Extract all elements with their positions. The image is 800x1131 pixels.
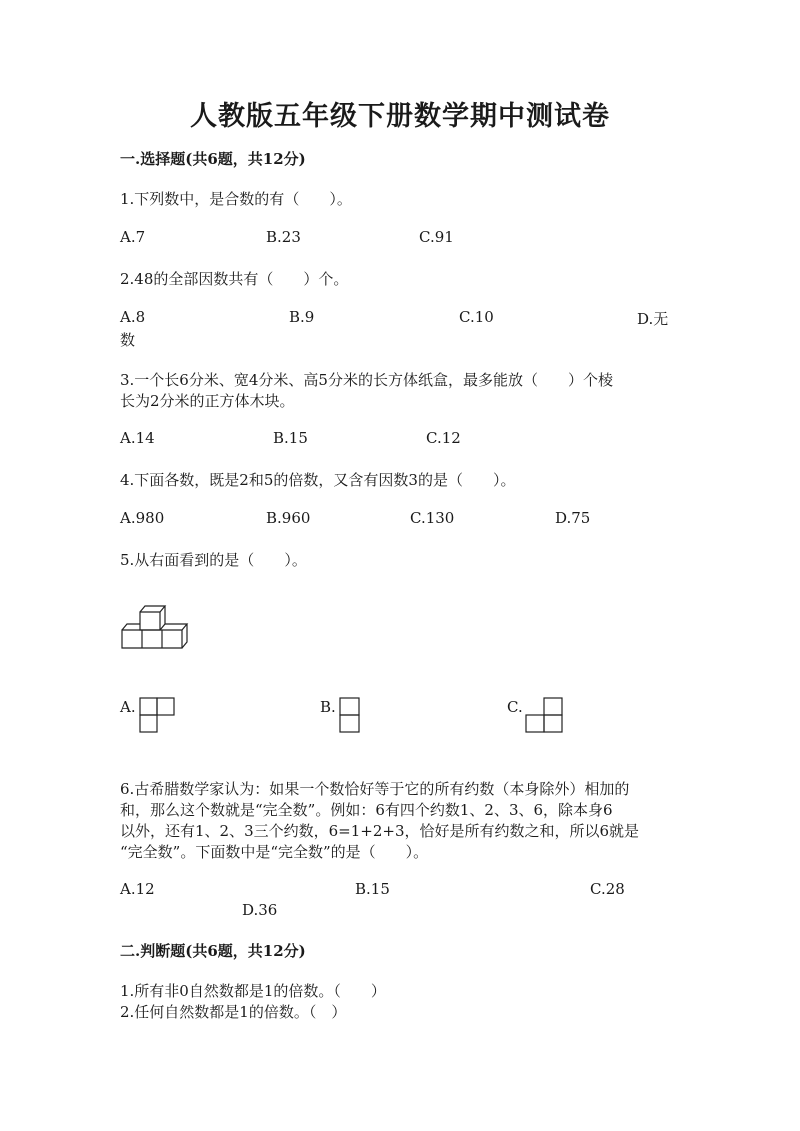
page-title: 人教版五年级下册数学期中测试卷 bbox=[190, 101, 610, 132]
question-5-option-c: C. bbox=[507, 698, 523, 716]
question-2-stem: 2.48的全部因数共有（ ）个。 bbox=[120, 270, 349, 288]
question-3-stem-line2: 长为2分米的正方体木块。 bbox=[120, 392, 295, 410]
question-5-option-b: B. bbox=[320, 698, 336, 716]
question-5-option-a: A. bbox=[120, 698, 136, 716]
judgement-question-1: 1.所有非0自然数都是1的倍数。（ ） bbox=[120, 982, 386, 1000]
question-1-option-c: C.91 bbox=[419, 228, 454, 246]
question-3-option-c: C.12 bbox=[426, 429, 461, 447]
question-6-stem-line3: 以外，还有1、2、3三个约数，6=1+2+3，恰好是所有约数之和，所以6就是 bbox=[120, 822, 640, 840]
question-2-option-c: C.10 bbox=[459, 308, 494, 326]
question-3-option-b: B.15 bbox=[273, 429, 308, 447]
question-6-stem-line2: 和，那么这个数就是“完全数”。例如：6有四个约数1、2、3、6，除本身6 bbox=[120, 801, 613, 819]
question-3-stem-line1: 3.一个长6分米、宽4分米、高5分米的长方体纸盒，最多能放（ ）个棱 bbox=[120, 371, 613, 389]
question-2-option-d-continued: 数 bbox=[120, 331, 136, 349]
question-2-option-b: B.9 bbox=[289, 308, 315, 326]
question-1-option-a: A.7 bbox=[120, 228, 146, 246]
question-6-option-b: B.15 bbox=[355, 880, 390, 898]
question-4-option-c: C.130 bbox=[410, 509, 455, 527]
question-1-stem: 1.下列数中，是合数的有（ ）。 bbox=[120, 190, 352, 208]
question-6-option-a: A.12 bbox=[120, 880, 155, 898]
question-6-option-d: D.36 bbox=[242, 901, 278, 919]
question-6-option-c: C.28 bbox=[590, 880, 625, 898]
question-6-stem-line4: “完全数”。下面数中是“完全数”的是（ ）。 bbox=[120, 843, 429, 861]
question-4-option-d: D.75 bbox=[555, 509, 591, 527]
question-1-option-b: B.23 bbox=[266, 228, 301, 246]
question-4-option-a: A.980 bbox=[120, 509, 165, 527]
cube-stack-figure bbox=[120, 602, 190, 652]
section-heading-choice: 一.选择题(共6题，共12分) bbox=[120, 150, 306, 168]
question-4-stem: 4.下面各数，既是2和5的倍数，又含有因数3的是（ ）。 bbox=[120, 471, 516, 489]
question-2-option-a: A.8 bbox=[120, 308, 146, 326]
question-5-stem: 5.从右面看到的是（ ）。 bbox=[120, 551, 307, 569]
question-6-stem-line1: 6.古希腊数学家认为：如果一个数恰好等于它的所有约数（本身除外）相加的 bbox=[120, 780, 630, 798]
question-4-option-b: B.960 bbox=[266, 509, 311, 527]
judgement-question-2: 2.任何自然数都是1的倍数。（ ） bbox=[120, 1003, 347, 1021]
question-2-option-d: D.无 bbox=[637, 310, 669, 328]
section-heading-judgement: 二.判断题(共6题，共12分) bbox=[120, 942, 306, 960]
option-a-view-figure bbox=[139, 697, 175, 733]
option-b-view-figure bbox=[339, 697, 361, 733]
question-3-option-a: A.14 bbox=[120, 429, 155, 447]
option-c-view-figure bbox=[524, 697, 564, 733]
